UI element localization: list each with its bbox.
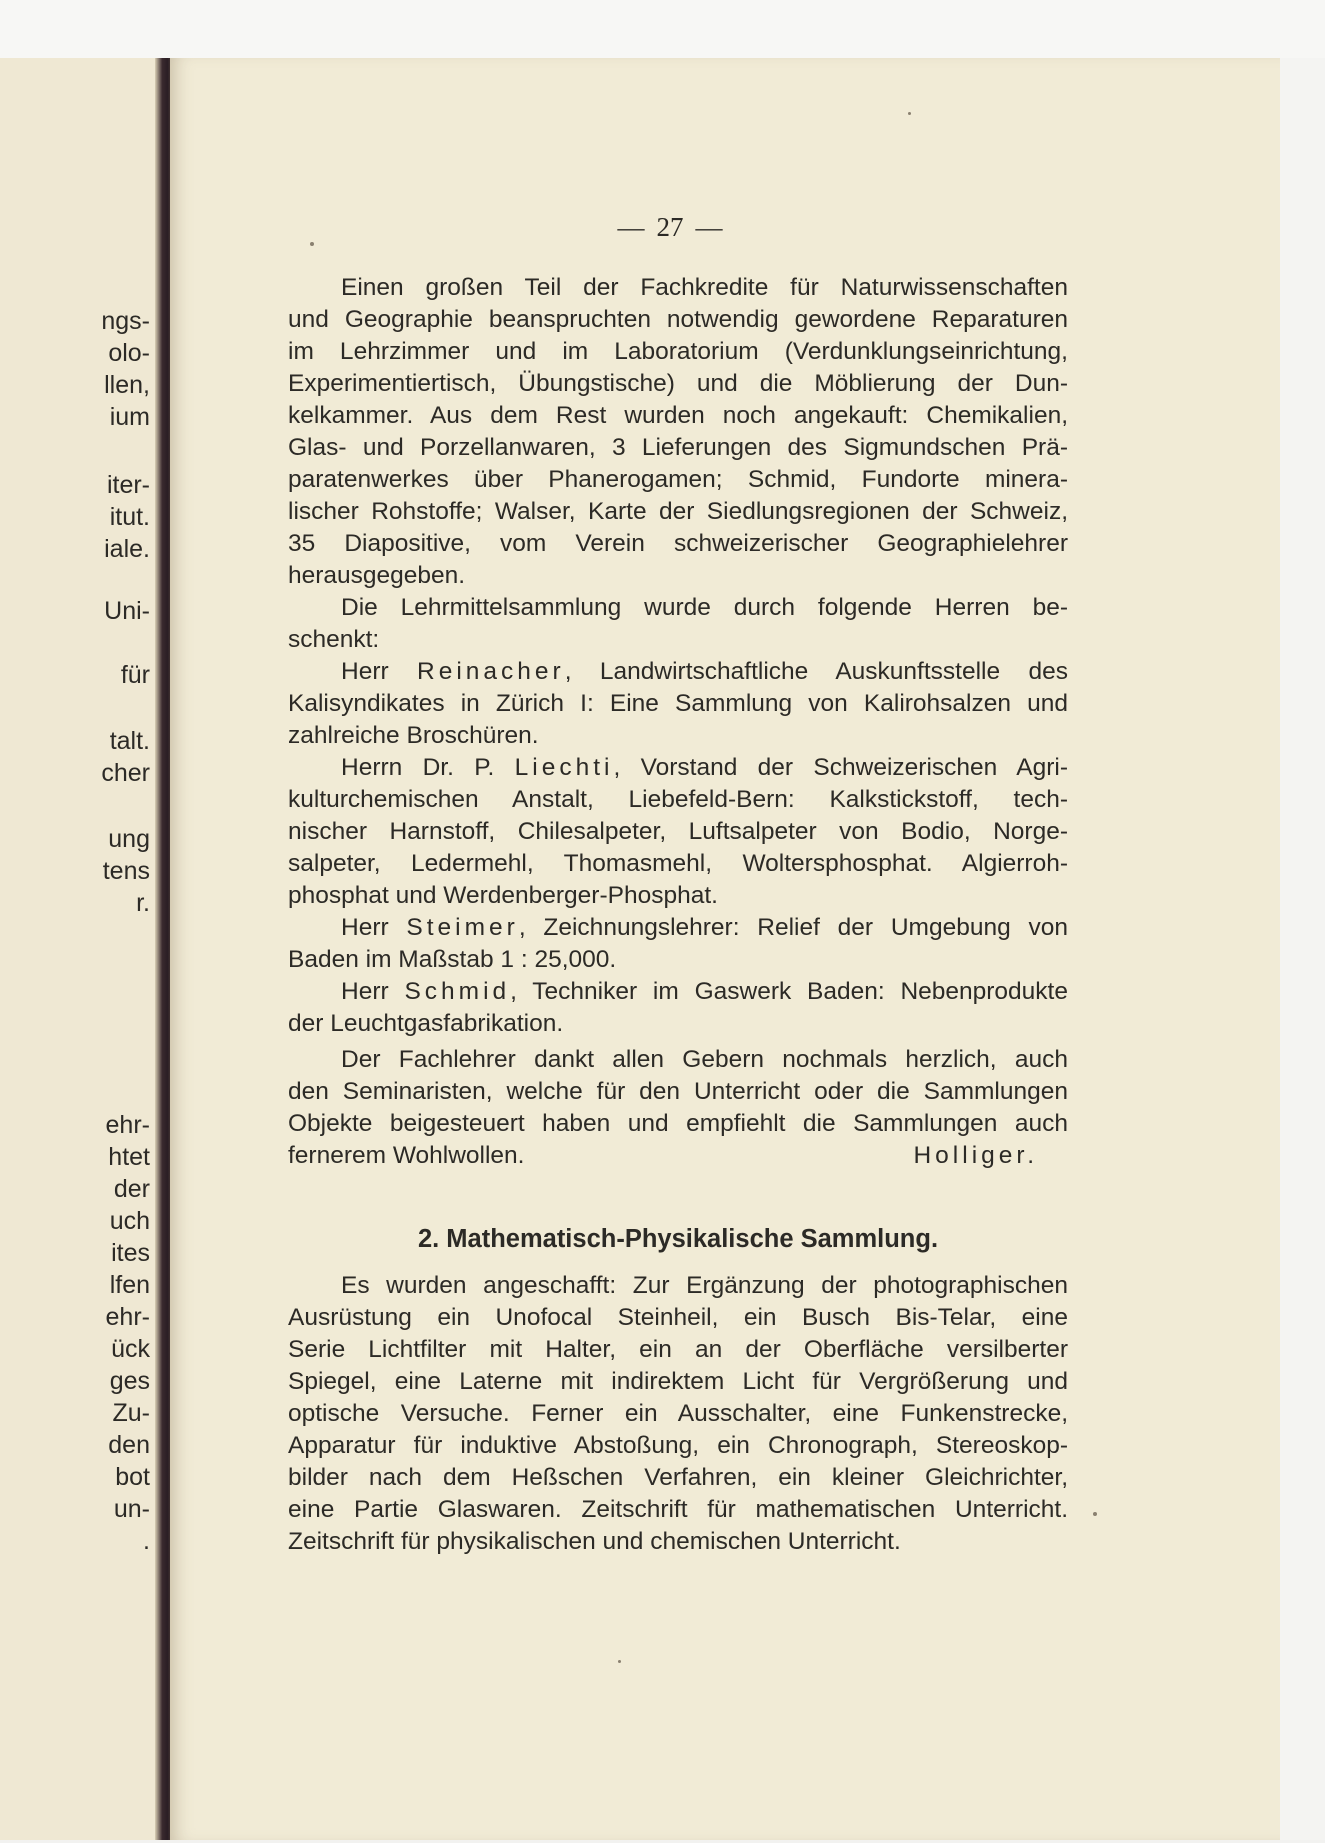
text-line: im Lehrzimmer und im Laboratorium (Verdunklungseinrichtung, — [288, 338, 1068, 365]
text-line: Herr Schmid, Techniker im Gaswerk Baden: Nebenprodukte — [341, 978, 1068, 1005]
left-fragment: Zu- — [112, 1399, 150, 1427]
paragraph — [288, 1044, 1068, 1172]
left-fragment: der — [113, 1175, 150, 1203]
text-line: Experimentiertisch, Übungstische) und die Möblierung der Dun- — [288, 370, 1068, 397]
left-fragment: iale. — [104, 535, 150, 563]
text-line: und Geographie beanspruchten notwendig gewordene Reparaturen — [288, 306, 1068, 333]
left-fragment: den — [108, 1431, 150, 1459]
section-2-text — [288, 1270, 1068, 1558]
left-fragment: itut. — [109, 503, 150, 531]
text-line: der Leuchtgasfabrikation. — [288, 1010, 564, 1037]
paragraph — [288, 592, 1068, 656]
text-line: kulturchemischen Anstalt, Liebefeld-Bern: Kalkstickstoff, tech- — [288, 786, 1068, 813]
text-line: Die Lehrmittelsammlung wurde durch folgende Herren be- — [341, 594, 1068, 621]
left-fragment: talt. — [109, 727, 150, 755]
section-1-text — [288, 272, 1068, 1172]
text-line: optische Versuche. Ferner ein Ausschalter, eine Funkenstrecke, — [288, 1400, 1068, 1427]
paragraph — [288, 272, 1068, 592]
scan-right-margin — [1280, 58, 1325, 1840]
signature: Holliger. — [913, 1142, 1038, 1169]
left-fragment: ges — [109, 1367, 150, 1395]
donor-entry — [288, 912, 1068, 976]
left-fragment: htet — [108, 1143, 150, 1171]
left-fragment: olo- — [108, 339, 150, 367]
left-fragment: cher — [101, 759, 150, 787]
text-line: Kalisyndikates in Zürich I: Eine Sammlung von Kalirohsalzen und — [288, 690, 1068, 717]
paper-speck — [1093, 1512, 1097, 1516]
text-line: salpeter, Ledermehl, Thomasmehl, Woltersphosphat. Algierroh- — [288, 850, 1068, 877]
text-line: Es wurden angeschafft: Zur Ergänzung der photographischen — [341, 1272, 1068, 1299]
text-line: bilder nach dem Heßschen Verfahren, ein kleiner Gleichrichter, — [288, 1464, 1068, 1491]
left-fragment: bot — [115, 1463, 150, 1491]
left-fragment: ück — [111, 1335, 150, 1363]
text-line: Herr Reinacher, Landwirtschaftliche Auskunftsstelle des — [341, 658, 1068, 685]
left-fragment: ehr- — [105, 1303, 150, 1331]
text-line: Der Fachlehrer dankt allen Gebern nochmals herzlich, auch — [341, 1046, 1068, 1073]
left-fragment: tens — [102, 857, 150, 885]
donor-name: Reinacher — [417, 658, 565, 685]
text-line: lischer Rohstoffe; Walser, Karte der Siedlungsregionen der Schweiz, — [288, 498, 1068, 525]
left-fragment: ngs- — [101, 307, 150, 335]
text-line: den Seminaristen, welche für den Unterricht oder die Sammlungen — [288, 1078, 1068, 1105]
text-line: Spiegel, eine Laterne mit indirektem Licht für Vergrößerung und — [288, 1368, 1068, 1395]
text-line: Objekte beigesteuert haben und empfiehlt die Sammlungen auch — [288, 1110, 1068, 1137]
text-line: paratenwerkes über Phanerogamen; Schmid, Fundorte minera- — [288, 466, 1068, 493]
text-line: Einen großen Teil der Fachkredite für Naturwissenschaften — [341, 274, 1068, 301]
text-line: schenkt: — [288, 626, 380, 653]
text-line: nischer Harnstoff, Chilesalpeter, Luftsalpeter von Bodio, Norge- — [288, 818, 1068, 845]
left-fragment: uch — [109, 1207, 150, 1235]
left-fragment: iter- — [106, 471, 150, 499]
text-line: herausgegeben. — [288, 562, 466, 589]
text-line: Herr Steimer, Zeichnungslehrer: Relief der Umgebung von — [341, 914, 1068, 941]
left-fragment: r. — [136, 889, 150, 917]
left-fragment: . — [143, 1527, 150, 1555]
donor-entry — [288, 976, 1068, 1040]
text-line: Zeitschrift für physikalischen und chemischen Unterricht. — [288, 1528, 901, 1555]
left-fragment: lfen — [109, 1271, 150, 1299]
left-fragment: Uni- — [104, 597, 150, 625]
text-line: Herrn Dr. P. Liechti, Vorstand der Schweizerischen Agri- — [341, 754, 1068, 781]
left-fragment: für — [120, 661, 150, 689]
text-line: kelkammer. Aus dem Rest wurden noch angekauft: Chemikalien, — [288, 402, 1068, 429]
left-fragment: ehr- — [105, 1111, 150, 1139]
left-fragment: ung — [108, 825, 150, 853]
paper-speck — [618, 1660, 621, 1663]
left-fragment: llen, — [104, 371, 150, 399]
text-line: fernerem Wohlwollen. Holliger. — [288, 1140, 1068, 1172]
left-fragment: un- — [113, 1495, 150, 1523]
text-line: eine Partie Glaswaren. Zeitschrift für mathematischen Unterricht. — [288, 1496, 1068, 1523]
donor-name: Schmid — [404, 978, 511, 1005]
page-number: — 27 — — [617, 212, 723, 242]
text-line: Glas- und Porzellanwaren, 3 Lieferungen des Sigmundschen Prä- — [288, 434, 1068, 461]
paragraph — [288, 1270, 1068, 1558]
left-fragment: ites — [111, 1239, 150, 1267]
paper-speck — [908, 112, 911, 115]
text-line: zahlreiche Broschüren. — [288, 722, 539, 749]
paper-speck — [310, 242, 314, 246]
text-line: Serie Lichtfilter mit Halter, ein an der Oberfläche versilberter — [288, 1336, 1068, 1363]
scan-top-margin — [0, 0, 1325, 58]
donor-name: Steimer — [406, 914, 519, 941]
text-line: phosphat und Werdenberger-Phosphat. — [288, 882, 718, 909]
text-line: Apparatur für induktive Abstoßung, ein Chronograph, Stereoskop- — [288, 1432, 1068, 1459]
left-fragment: ium — [109, 403, 150, 431]
section-heading: 2. Mathematisch-Physikalische Sammlung. — [417, 1225, 939, 1253]
text-line: Baden im Maßstab 1 : 25,000. — [288, 946, 617, 973]
text-line: 35 Diapositive, vom Verein schweizerischer Geographielehrer — [288, 530, 1068, 557]
donor-entry — [288, 752, 1068, 912]
donor-name: Liechti — [514, 754, 614, 781]
donor-entry — [288, 656, 1068, 752]
text-line: Ausrüstung ein Unofocal Steinheil, ein Busch Bis-Telar, eine — [288, 1304, 1068, 1331]
